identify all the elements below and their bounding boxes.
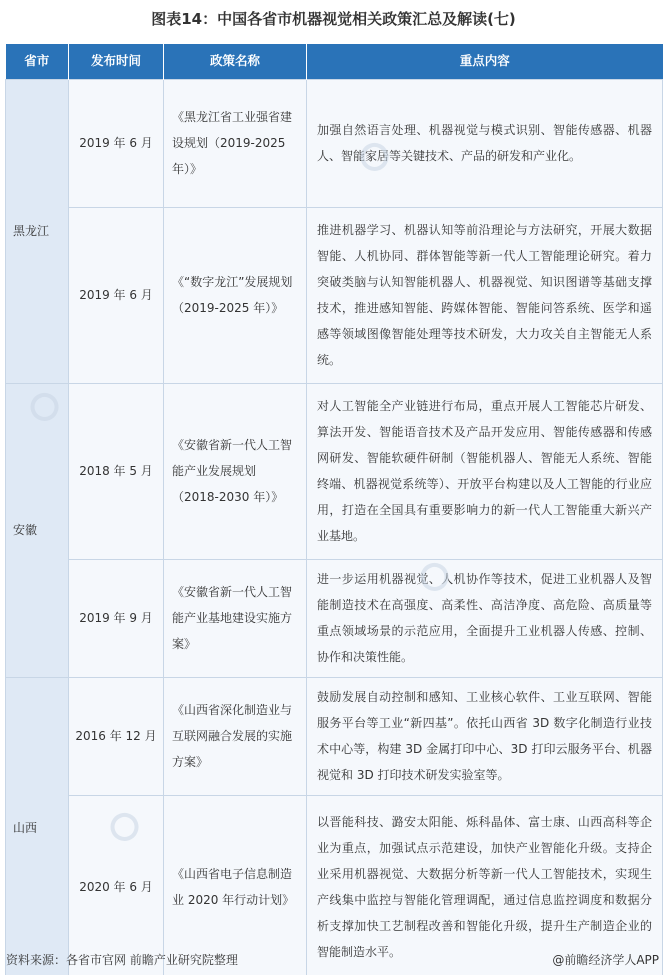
date-cell: 2019 年 6 月 [69, 207, 164, 383]
policy-name-cell: 《“数字龙江”发展规划（2019-2025 年）》 [164, 207, 307, 383]
province-cell: 黑龙江 [6, 79, 69, 383]
chart-title: 图表14：中国各省市机器视觉相关政策汇总及解读(七) [151, 10, 516, 28]
date-cell: 2016 年 12 月 [69, 677, 164, 795]
table-row [6, 207, 663, 383]
table-row [6, 677, 663, 795]
header-date: 发布时间 [69, 44, 164, 79]
date-cell: 2020 年 6 月 [69, 795, 164, 975]
content-cell: 以晋能科技、潞安太阳能、烁科晶体、富士康、山西高科等企业为重点，加强试点示范建设，加快产业智能化升级。支持企业采用机器视觉、大数据分析等新一代人工智能技术，实现生产线集中监控与智能化管理调配，通过信息监控调度和数据分析支撑加快工艺制程改善和智能化升级，提升生产制造企业的智能制造水平。 [307, 795, 663, 975]
header-policy-name: 政策名称 [164, 44, 307, 79]
brand-credit: @前瞻经济学人APP [552, 953, 659, 967]
content-cell: 进一步运用机器视觉、人机协作等技术，促进工业机器人及智能制造技术在高强度、高柔性、高洁净度、高危险、高质量等重点领域场景的示范应用，全面提升工业机器人传感、控制、协作和决策性能。 [307, 559, 663, 677]
policy-name-cell: 《山西省深化制造业与互联网融合发展的实施方案》 [164, 677, 307, 795]
date-cell: 2019 年 9 月 [69, 559, 164, 677]
table-row [6, 559, 663, 677]
policy-name-cell: 《安徽省新一代人工智能产业基地建设实施方案》 [164, 559, 307, 677]
policy-name-cell: 《山西省电子信息制造业 2020 年行动计划》 [164, 795, 307, 975]
policy-name-cell: 《黑龙江省工业强省建设规划（2019-2025 年）》 [164, 79, 307, 207]
province-cell: 山西 [6, 677, 69, 975]
header-province: 省市 [6, 44, 69, 79]
table-row [6, 79, 663, 207]
content-cell: 推进机器学习、机器认知等前沿理论与方法研究，开展大数据智能、人机协同、群体智能等新一代人工智能理论研究。着力突破类脑与认知智能机器人、机器视觉、知识图谱等基础支撑技术，推进感知智能、跨媒体智能、智能问答系统、医学和遥感等领域图像智能处理等技术研发，大力攻关自主智能无人系统。 [307, 207, 663, 383]
content-cell: 对人工智能全产业链进行布局，重点开展人工智能芯片研发、算法开发、智能语音技术及产品开发应用、智能传感器和传感网研发、智能软硬件研制（智能机器人、智能无人系统、智能终端、机器视觉系统等）、开放平台构建以及人工智能的行业应用，打造在全国具有重要影响力的新一代人工智能重大新兴产业基地。 [307, 383, 663, 559]
content-cell: 鼓励发展自动控制和感知、工业核心软件、工业互联网、智能服务平台等工业“新四基”。依托山西省 3D 数字化制造行业技术中心等，构建 3D 金属打印中心、3D 打印云服务平台、机器视觉和 3D 打印技术研发实验室等。 [307, 677, 663, 795]
policy-table [5, 44, 663, 975]
policy-name-cell: 《安徽省新一代人工智能产业发展规划（2018-2030 年）》 [164, 383, 307, 559]
table-row [6, 795, 663, 975]
content-cell: 加强自然语言处理、机器视觉与模式识别、智能传感器、机器人、智能家居等关键技术、产品的研发和产业化。 [307, 79, 663, 207]
table-row [6, 383, 663, 559]
table-header-row [6, 44, 663, 79]
province-cell: 安徽 [6, 383, 69, 677]
date-cell: 2019 年 6 月 [69, 79, 164, 207]
header-key-content: 重点内容 [307, 44, 663, 79]
source-note: 资料来源：各省市官网 前瞻产业研究院整理 [6, 953, 238, 967]
date-cell: 2018 年 5 月 [69, 383, 164, 559]
